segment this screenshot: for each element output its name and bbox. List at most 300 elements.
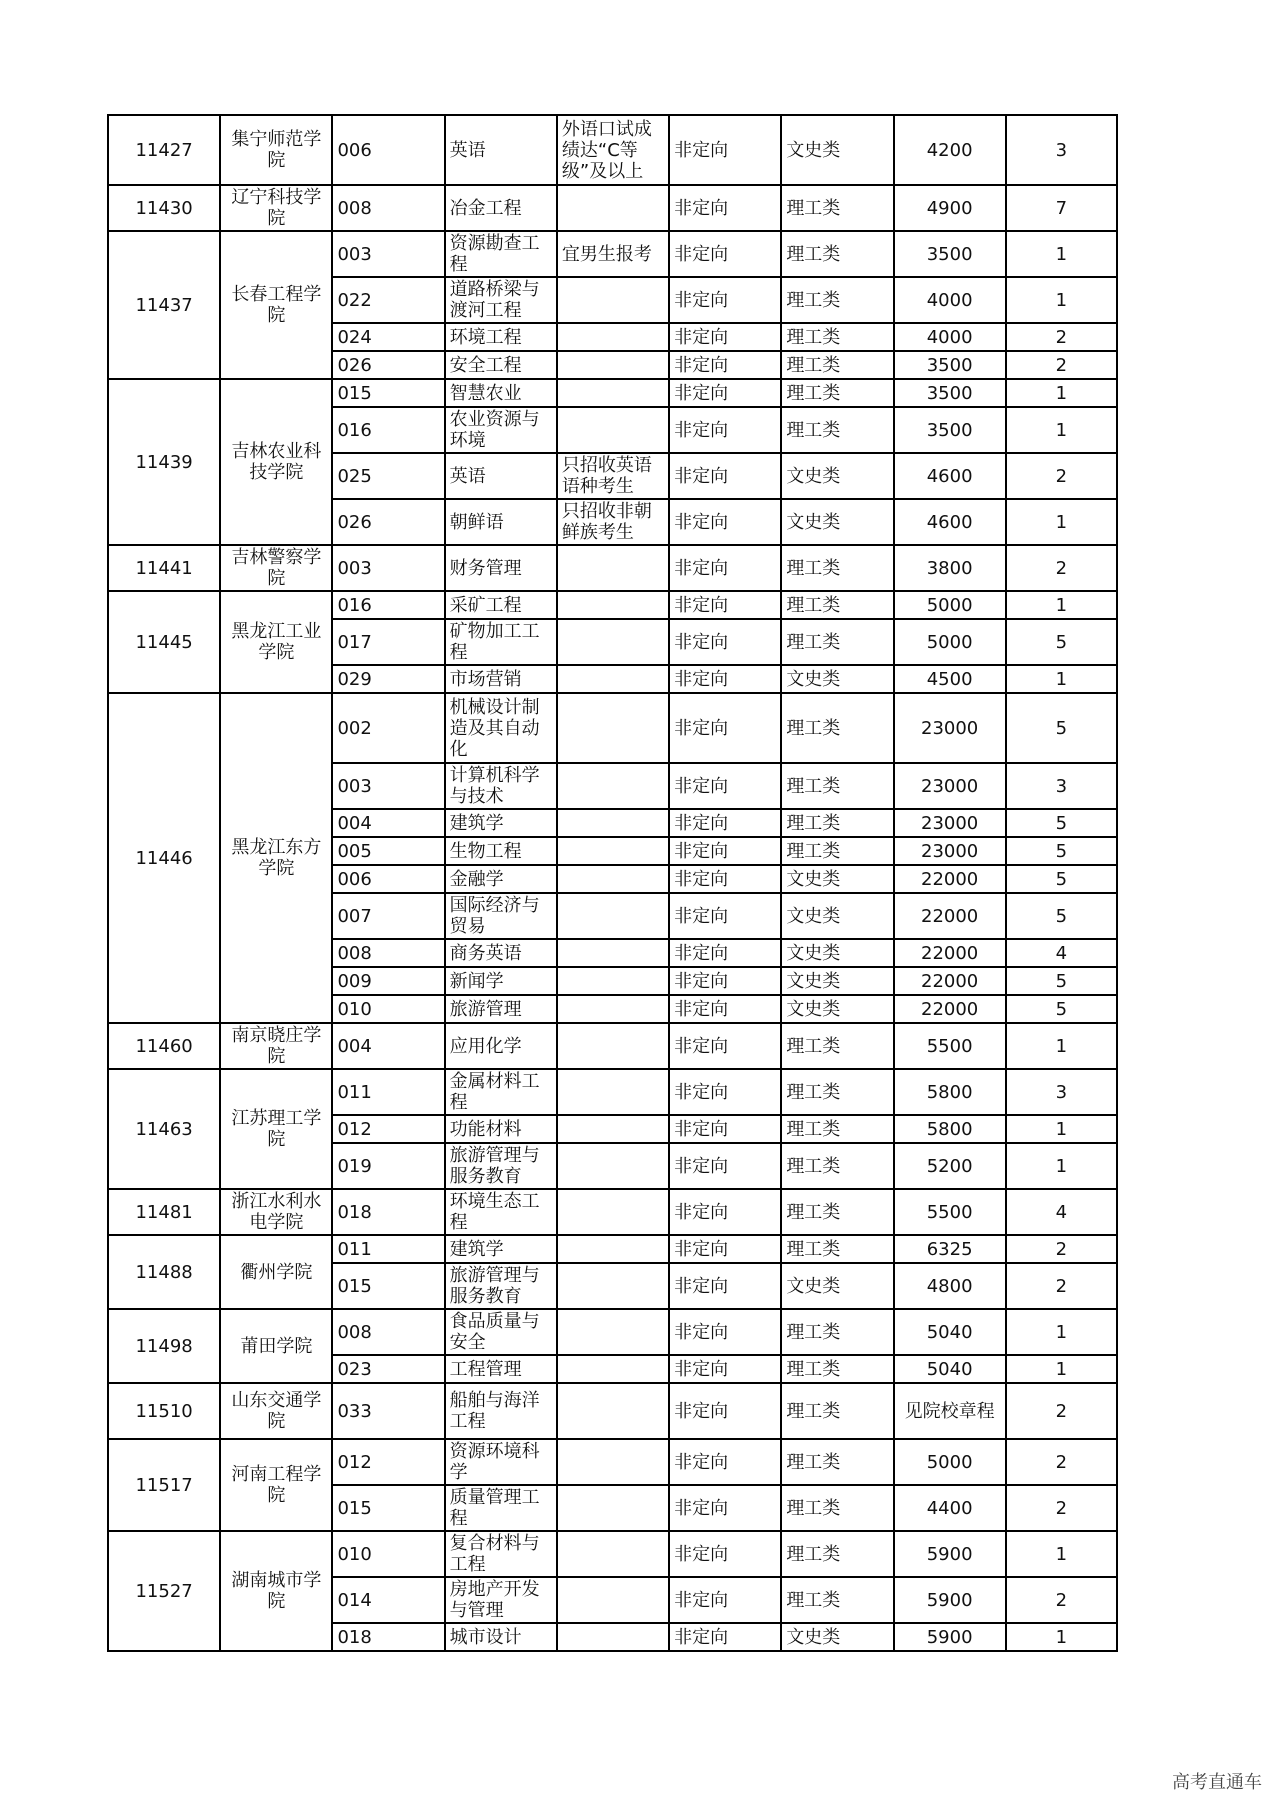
major-name-cell: 旅游管理与服务教育 — [445, 1143, 557, 1189]
table-row — [108, 1235, 1117, 1263]
note-cell — [557, 665, 669, 693]
count-cell: 1 — [1006, 277, 1117, 323]
school-code-cell: 11498 — [108, 1309, 220, 1383]
major-code-cell: 011 — [332, 1069, 444, 1115]
plan-type-cell: 非定向 — [669, 967, 781, 995]
note-cell — [557, 351, 669, 379]
count-cell: 1 — [1006, 231, 1117, 277]
major-code-cell: 026 — [332, 351, 444, 379]
major-name-cell: 冶金工程 — [445, 185, 557, 231]
plan-type-cell: 非定向 — [669, 323, 781, 351]
plan-type-cell: 非定向 — [669, 277, 781, 323]
major-name-cell: 旅游管理与服务教育 — [445, 1263, 557, 1309]
category-cell: 理工类 — [781, 693, 893, 763]
major-code-cell: 025 — [332, 453, 444, 499]
category-cell: 文史类 — [781, 939, 893, 967]
count-cell: 2 — [1006, 1485, 1117, 1531]
major-code-cell: 012 — [332, 1115, 444, 1143]
plan-type-cell: 非定向 — [669, 407, 781, 453]
plan-type-cell: 非定向 — [669, 865, 781, 893]
count-cell: 1 — [1006, 379, 1117, 407]
major-name-cell: 环境生态工程 — [445, 1189, 557, 1235]
major-code-cell: 010 — [332, 1531, 444, 1577]
plan-type-cell: 非定向 — [669, 1439, 781, 1485]
tuition-cell: 22000 — [894, 893, 1006, 939]
tuition-cell: 22000 — [894, 865, 1006, 893]
plan-type-cell: 非定向 — [669, 1235, 781, 1263]
category-cell: 理工类 — [781, 1023, 893, 1069]
major-name-cell: 建筑学 — [445, 1235, 557, 1263]
category-cell: 文史类 — [781, 1263, 893, 1309]
tuition-cell: 6325 — [894, 1235, 1006, 1263]
major-code-cell: 016 — [332, 591, 444, 619]
major-name-cell: 采矿工程 — [445, 591, 557, 619]
school-name-cell: 长春工程学院 — [220, 231, 332, 379]
plan-type-cell: 非定向 — [669, 185, 781, 231]
major-name-cell: 船舶与海洋工程 — [445, 1383, 557, 1439]
school-code-cell: 11446 — [108, 693, 220, 1023]
tuition-cell: 5000 — [894, 619, 1006, 665]
school-name-cell: 衢州学院 — [220, 1235, 332, 1309]
note-cell — [557, 1143, 669, 1189]
major-code-cell: 024 — [332, 323, 444, 351]
count-cell: 5 — [1006, 693, 1117, 763]
note-cell — [557, 591, 669, 619]
school-name-cell: 黑龙江东方学院 — [220, 693, 332, 1023]
tuition-cell: 22000 — [894, 967, 1006, 995]
note-cell — [557, 995, 669, 1023]
major-code-cell: 004 — [332, 809, 444, 837]
major-code-cell: 008 — [332, 1309, 444, 1355]
tuition-cell: 23000 — [894, 837, 1006, 865]
count-cell: 5 — [1006, 967, 1117, 995]
tuition-cell: 3500 — [894, 407, 1006, 453]
major-code-cell: 029 — [332, 665, 444, 693]
category-cell: 理工类 — [781, 1143, 893, 1189]
note-cell — [557, 893, 669, 939]
major-name-cell: 商务英语 — [445, 939, 557, 967]
table-row — [108, 231, 1117, 277]
major-code-cell: 022 — [332, 277, 444, 323]
major-name-cell: 朝鲜语 — [445, 499, 557, 545]
tuition-cell: 5900 — [894, 1623, 1006, 1651]
major-name-cell: 机械设计制造及其自动化 — [445, 693, 557, 763]
note-cell — [557, 1069, 669, 1115]
tuition-cell: 4600 — [894, 453, 1006, 499]
school-code-cell: 11445 — [108, 591, 220, 693]
plan-type-cell: 非定向 — [669, 665, 781, 693]
count-cell: 1 — [1006, 1023, 1117, 1069]
major-code-cell: 016 — [332, 407, 444, 453]
tuition-cell: 4000 — [894, 277, 1006, 323]
major-name-cell: 工程管理 — [445, 1355, 557, 1383]
major-code-cell: 003 — [332, 231, 444, 277]
category-cell: 文史类 — [781, 665, 893, 693]
tuition-cell: 5500 — [894, 1023, 1006, 1069]
tuition-cell: 4900 — [894, 185, 1006, 231]
tuition-cell: 3500 — [894, 231, 1006, 277]
category-cell: 理工类 — [781, 837, 893, 865]
plan-type-cell: 非定向 — [669, 1263, 781, 1309]
plan-type-cell: 非定向 — [669, 1143, 781, 1189]
category-cell: 理工类 — [781, 1355, 893, 1383]
plan-type-cell: 非定向 — [669, 809, 781, 837]
table-row — [108, 1189, 1117, 1235]
category-cell: 文史类 — [781, 499, 893, 545]
plan-type-cell: 非定向 — [669, 837, 781, 865]
table-row — [108, 379, 1117, 407]
table-row — [108, 591, 1117, 619]
school-name-cell: 辽宁科技学院 — [220, 185, 332, 231]
school-name-cell: 黑龙江工业学院 — [220, 591, 332, 693]
count-cell: 1 — [1006, 499, 1117, 545]
plan-type-cell: 非定向 — [669, 1623, 781, 1651]
note-cell: 外语口试成绩达“C等级”及以上 — [557, 115, 669, 185]
category-cell: 文史类 — [781, 967, 893, 995]
school-name-cell: 南京晓庄学院 — [220, 1023, 332, 1069]
count-cell: 5 — [1006, 893, 1117, 939]
tuition-cell: 4000 — [894, 323, 1006, 351]
school-name-cell: 河南工程学院 — [220, 1439, 332, 1531]
count-cell: 2 — [1006, 351, 1117, 379]
category-cell: 理工类 — [781, 379, 893, 407]
major-code-cell: 018 — [332, 1189, 444, 1235]
school-code-cell: 11437 — [108, 231, 220, 379]
tuition-cell: 5900 — [894, 1531, 1006, 1577]
tuition-cell: 5000 — [894, 1439, 1006, 1485]
note-cell — [557, 837, 669, 865]
enrollment-table — [107, 114, 1118, 1652]
plan-type-cell: 非定向 — [669, 115, 781, 185]
note-cell — [557, 1439, 669, 1485]
note-cell — [557, 619, 669, 665]
note-cell — [557, 1485, 669, 1531]
major-name-cell: 英语 — [445, 115, 557, 185]
tuition-cell: 5000 — [894, 591, 1006, 619]
school-name-cell: 浙江水利水电学院 — [220, 1189, 332, 1235]
major-name-cell: 旅游管理 — [445, 995, 557, 1023]
tuition-cell: 3500 — [894, 379, 1006, 407]
note-cell — [557, 1115, 669, 1143]
plan-type-cell: 非定向 — [669, 545, 781, 591]
plan-type-cell: 非定向 — [669, 1355, 781, 1383]
tuition-cell: 23000 — [894, 763, 1006, 809]
plan-type-cell: 非定向 — [669, 1485, 781, 1531]
category-cell: 文史类 — [781, 995, 893, 1023]
category-cell: 文史类 — [781, 115, 893, 185]
tuition-cell: 4500 — [894, 665, 1006, 693]
plan-type-cell: 非定向 — [669, 379, 781, 407]
count-cell: 2 — [1006, 1439, 1117, 1485]
watermark-text: 高考直通车 — [1172, 1772, 1262, 1793]
category-cell: 理工类 — [781, 1069, 893, 1115]
major-name-cell: 国际经济与贸易 — [445, 893, 557, 939]
school-code-cell: 11439 — [108, 379, 220, 545]
major-name-cell: 环境工程 — [445, 323, 557, 351]
note-cell — [557, 379, 669, 407]
major-code-cell: 015 — [332, 379, 444, 407]
major-name-cell: 质量管理工程 — [445, 1485, 557, 1531]
table-row — [108, 185, 1117, 231]
major-name-cell: 应用化学 — [445, 1023, 557, 1069]
count-cell: 1 — [1006, 1355, 1117, 1383]
count-cell: 7 — [1006, 185, 1117, 231]
tuition-cell: 5500 — [894, 1189, 1006, 1235]
category-cell: 理工类 — [781, 277, 893, 323]
note-cell — [557, 323, 669, 351]
count-cell: 4 — [1006, 1189, 1117, 1235]
note-cell: 只招收英语语种考生 — [557, 453, 669, 499]
category-cell: 文史类 — [781, 453, 893, 499]
school-code-cell: 11463 — [108, 1069, 220, 1189]
note-cell — [557, 407, 669, 453]
count-cell: 3 — [1006, 1069, 1117, 1115]
category-cell: 理工类 — [781, 231, 893, 277]
plan-type-cell: 非定向 — [669, 995, 781, 1023]
tuition-cell: 4200 — [894, 115, 1006, 185]
school-name-cell: 山东交通学院 — [220, 1383, 332, 1439]
major-name-cell: 资源勘查工程 — [445, 231, 557, 277]
major-code-cell: 007 — [332, 893, 444, 939]
tuition-cell: 4400 — [894, 1485, 1006, 1531]
major-code-cell: 003 — [332, 545, 444, 591]
table-row — [108, 1383, 1117, 1439]
school-name-cell: 吉林警察学院 — [220, 545, 332, 591]
major-code-cell: 017 — [332, 619, 444, 665]
major-name-cell: 复合材料与工程 — [445, 1531, 557, 1577]
table-row — [108, 693, 1117, 763]
count-cell: 2 — [1006, 1383, 1117, 1439]
category-cell: 理工类 — [781, 1577, 893, 1623]
major-code-cell: 014 — [332, 1577, 444, 1623]
major-code-cell: 008 — [332, 939, 444, 967]
major-name-cell: 英语 — [445, 453, 557, 499]
category-cell: 理工类 — [781, 591, 893, 619]
count-cell: 1 — [1006, 1623, 1117, 1651]
major-name-cell: 财务管理 — [445, 545, 557, 591]
category-cell: 理工类 — [781, 619, 893, 665]
tuition-cell: 23000 — [894, 693, 1006, 763]
school-code-cell: 11527 — [108, 1531, 220, 1651]
tuition-cell: 5040 — [894, 1355, 1006, 1383]
plan-type-cell: 非定向 — [669, 1023, 781, 1069]
major-code-cell: 010 — [332, 995, 444, 1023]
count-cell: 4 — [1006, 939, 1117, 967]
category-cell: 理工类 — [781, 1235, 893, 1263]
note-cell — [557, 1309, 669, 1355]
note-cell — [557, 1623, 669, 1651]
count-cell: 2 — [1006, 545, 1117, 591]
major-name-cell: 食品质量与安全 — [445, 1309, 557, 1355]
note-cell — [557, 1235, 669, 1263]
note-cell — [557, 185, 669, 231]
note-cell — [557, 545, 669, 591]
category-cell: 理工类 — [781, 1309, 893, 1355]
note-cell — [557, 809, 669, 837]
table-row — [108, 1023, 1117, 1069]
major-code-cell: 008 — [332, 185, 444, 231]
count-cell: 1 — [1006, 665, 1117, 693]
major-code-cell: 011 — [332, 1235, 444, 1263]
note-cell — [557, 1577, 669, 1623]
major-code-cell: 033 — [332, 1383, 444, 1439]
major-code-cell: 004 — [332, 1023, 444, 1069]
category-cell: 理工类 — [781, 1485, 893, 1531]
plan-type-cell: 非定向 — [669, 1115, 781, 1143]
school-code-cell: 11427 — [108, 115, 220, 185]
note-cell — [557, 277, 669, 323]
plan-type-cell: 非定向 — [669, 1531, 781, 1577]
tuition-cell: 22000 — [894, 939, 1006, 967]
school-name-cell: 莆田学院 — [220, 1309, 332, 1383]
category-cell: 理工类 — [781, 763, 893, 809]
major-code-cell: 019 — [332, 1143, 444, 1189]
major-code-cell: 005 — [332, 837, 444, 865]
plan-type-cell: 非定向 — [669, 1069, 781, 1115]
major-name-cell: 计算机科学与技术 — [445, 763, 557, 809]
category-cell: 理工类 — [781, 1531, 893, 1577]
major-code-cell: 023 — [332, 1355, 444, 1383]
count-cell: 5 — [1006, 865, 1117, 893]
count-cell: 3 — [1006, 115, 1117, 185]
count-cell: 2 — [1006, 453, 1117, 499]
count-cell: 1 — [1006, 1115, 1117, 1143]
tuition-cell: 4600 — [894, 499, 1006, 545]
category-cell: 理工类 — [781, 1115, 893, 1143]
school-code-cell: 11510 — [108, 1383, 220, 1439]
note-cell — [557, 763, 669, 809]
table-row — [108, 1309, 1117, 1355]
plan-type-cell: 非定向 — [669, 893, 781, 939]
major-name-cell: 市场营销 — [445, 665, 557, 693]
note-cell — [557, 1023, 669, 1069]
tuition-cell: 5040 — [894, 1309, 1006, 1355]
plan-type-cell: 非定向 — [669, 231, 781, 277]
note-cell — [557, 693, 669, 763]
table-row — [108, 115, 1117, 185]
table-row — [108, 1439, 1117, 1485]
school-name-cell: 吉林农业科技学院 — [220, 379, 332, 545]
school-code-cell: 11488 — [108, 1235, 220, 1309]
major-name-cell: 房地产开发与管理 — [445, 1577, 557, 1623]
major-code-cell: 006 — [332, 865, 444, 893]
major-name-cell: 安全工程 — [445, 351, 557, 379]
major-code-cell: 002 — [332, 693, 444, 763]
school-name-cell: 江苏理工学院 — [220, 1069, 332, 1189]
count-cell: 1 — [1006, 591, 1117, 619]
category-cell: 理工类 — [781, 351, 893, 379]
category-cell: 理工类 — [781, 407, 893, 453]
major-name-cell: 功能材料 — [445, 1115, 557, 1143]
tuition-cell: 见院校章程 — [894, 1383, 1006, 1439]
major-code-cell: 006 — [332, 115, 444, 185]
note-cell — [557, 1383, 669, 1439]
category-cell: 理工类 — [781, 545, 893, 591]
plan-type-cell: 非定向 — [669, 1577, 781, 1623]
count-cell: 5 — [1006, 809, 1117, 837]
tuition-cell: 4800 — [894, 1263, 1006, 1309]
tuition-cell: 3800 — [894, 545, 1006, 591]
school-name-cell: 湖南城市学院 — [220, 1531, 332, 1651]
note-cell — [557, 967, 669, 995]
count-cell: 2 — [1006, 1577, 1117, 1623]
plan-type-cell: 非定向 — [669, 499, 781, 545]
major-name-cell: 新闻学 — [445, 967, 557, 995]
plan-type-cell: 非定向 — [669, 763, 781, 809]
plan-type-cell: 非定向 — [669, 1309, 781, 1355]
school-code-cell: 11517 — [108, 1439, 220, 1531]
plan-type-cell: 非定向 — [669, 591, 781, 619]
note-cell — [557, 939, 669, 967]
note-cell — [557, 1355, 669, 1383]
count-cell: 1 — [1006, 1143, 1117, 1189]
plan-type-cell: 非定向 — [669, 939, 781, 967]
note-cell: 宜男生报考 — [557, 231, 669, 277]
plan-type-cell: 非定向 — [669, 351, 781, 379]
major-code-cell: 018 — [332, 1623, 444, 1651]
major-name-cell: 城市设计 — [445, 1623, 557, 1651]
plan-type-cell: 非定向 — [669, 1383, 781, 1439]
school-code-cell: 11441 — [108, 545, 220, 591]
category-cell: 理工类 — [781, 1189, 893, 1235]
major-name-cell: 道路桥梁与渡河工程 — [445, 277, 557, 323]
major-name-cell: 资源环境科学 — [445, 1439, 557, 1485]
category-cell: 理工类 — [781, 185, 893, 231]
school-code-cell: 11481 — [108, 1189, 220, 1235]
major-name-cell: 生物工程 — [445, 837, 557, 865]
note-cell — [557, 1531, 669, 1577]
category-cell: 文史类 — [781, 1623, 893, 1651]
tuition-cell: 23000 — [894, 809, 1006, 837]
count-cell: 5 — [1006, 995, 1117, 1023]
plan-type-cell: 非定向 — [669, 1189, 781, 1235]
plan-type-cell: 非定向 — [669, 453, 781, 499]
plan-type-cell: 非定向 — [669, 619, 781, 665]
table-row — [108, 545, 1117, 591]
table-row — [108, 1531, 1117, 1577]
major-name-cell: 建筑学 — [445, 809, 557, 837]
category-cell: 理工类 — [781, 809, 893, 837]
note-cell: 只招收非朝鲜族考生 — [557, 499, 669, 545]
count-cell: 1 — [1006, 1309, 1117, 1355]
count-cell: 2 — [1006, 1235, 1117, 1263]
school-code-cell: 11430 — [108, 185, 220, 231]
category-cell: 文史类 — [781, 865, 893, 893]
count-cell: 3 — [1006, 763, 1117, 809]
major-code-cell: 003 — [332, 763, 444, 809]
major-name-cell: 金属材料工程 — [445, 1069, 557, 1115]
category-cell: 理工类 — [781, 1383, 893, 1439]
major-name-cell: 农业资源与环境 — [445, 407, 557, 453]
major-name-cell: 金融学 — [445, 865, 557, 893]
major-name-cell: 矿物加工工程 — [445, 619, 557, 665]
count-cell: 5 — [1006, 837, 1117, 865]
count-cell: 1 — [1006, 407, 1117, 453]
category-cell: 理工类 — [781, 323, 893, 351]
tuition-cell: 22000 — [894, 995, 1006, 1023]
tuition-cell: 5800 — [894, 1069, 1006, 1115]
school-code-cell: 11460 — [108, 1023, 220, 1069]
major-code-cell: 015 — [332, 1485, 444, 1531]
major-code-cell: 015 — [332, 1263, 444, 1309]
note-cell — [557, 1189, 669, 1235]
major-code-cell: 026 — [332, 499, 444, 545]
tuition-cell: 3500 — [894, 351, 1006, 379]
category-cell: 理工类 — [781, 1439, 893, 1485]
major-code-cell: 009 — [332, 967, 444, 995]
note-cell — [557, 1263, 669, 1309]
count-cell: 2 — [1006, 1263, 1117, 1309]
